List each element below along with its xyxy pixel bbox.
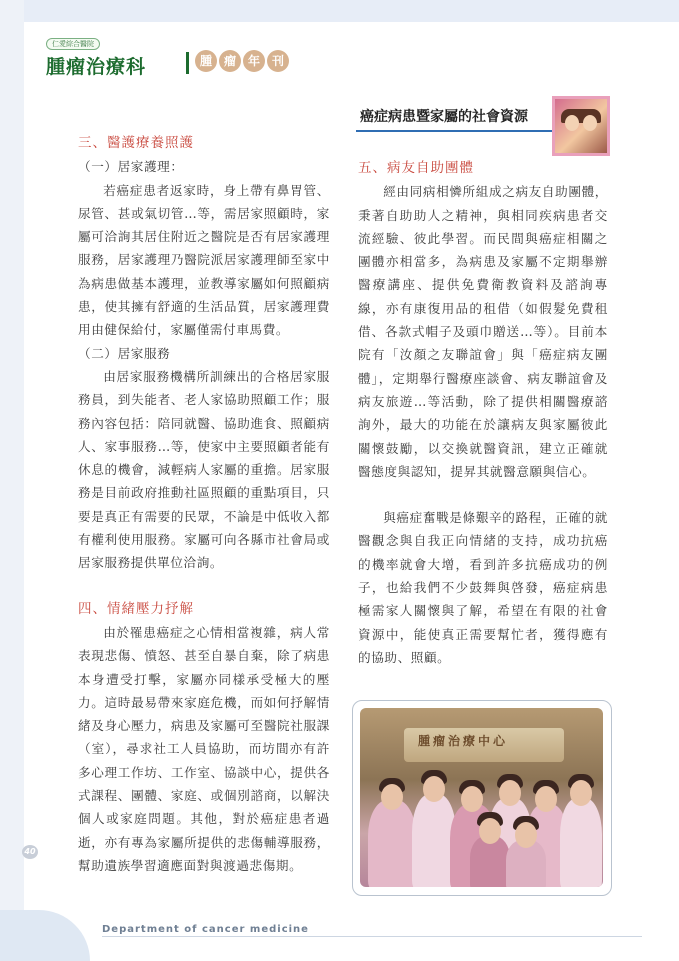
annual-char: 刊 bbox=[267, 50, 289, 72]
person-head bbox=[570, 780, 592, 806]
paragraph-home-service: 由居家服務機構所訓練出的合格居家服務員，到失能者、老人家協助照顧工作；服務內容包括：陪同就醫、協助進食、照顧病人、家事服務…等，使家中主要照顧者能有休息的機會，減輕病人家屬的重擔。居家服務是目前政府推動社區照顧的重點項目，只要是真正有需要的民眾，不論是中低收入都有權利使用服務。家屬可向各縣市社會局或居家服務提供單位洽詢。 bbox=[78, 368, 330, 571]
department-title: 腫瘤治療科 bbox=[46, 56, 147, 78]
person-head bbox=[479, 818, 501, 844]
footer-department: Department of cancer medicine bbox=[102, 924, 309, 935]
annual-char: 年 bbox=[243, 50, 265, 72]
paragraph-home-nursing: 若癌症患者返家時，身上帶有鼻胃管、尿管、甚或氣切管…等，需居家照顧時，家屬可洽詢其居住附近之醫院是否有居家護理服務，居家護理乃醫院派居家護理師至家中為病患做基本護理，並教導家屬如何照顧病患，使其擁有舒適的生活品質，居家護理費用由健保給付，家屬僅需付車馬費。 bbox=[78, 182, 330, 338]
person bbox=[368, 800, 416, 887]
group-photo bbox=[360, 708, 603, 887]
annual-char: 瘤 bbox=[219, 50, 241, 72]
annual-badge bbox=[195, 50, 289, 72]
article-header bbox=[352, 96, 652, 154]
left-margin-band bbox=[0, 0, 24, 961]
paragraph-emotional-relief: 由於罹患癌症之心情相當複雜，病人常表現悲傷、憤怒、甚至自暴自棄，除了病患本身遭受打擊，家屬亦同樣承受極大的壓力。這時最易帶來家庭危機，而如何抒解情緒及身心壓力，病患及家屬可至醫院社服課（室），尋求社工人員協助，而坊間亦有許多心理工作坊、工作室、協談中心，提供各式課程、團體、家庭、或個別諮商，以解決個人或家庭問題。其他，對於癌症患者過逝，亦有專為家屬所提供的悲傷輔導服務，幫助遺族學習適應面對與渡過悲傷期。 bbox=[78, 624, 330, 873]
annual-char: 腫 bbox=[195, 50, 217, 72]
paragraph-support-groups: 經由同病相憐所組成之病友自助團體，秉著自助助人之精神，與相同疾病患者交流經驗、彼此學習。而民間與癌症相關之團體亦相當多，為病患及家屬不定期舉辦醫療講座、提供免費衛教資料及諮詢專線，亦有康復用品的租借（如假髮免費租借、各款式帽子及頭巾贈送…等）。目前本院有「汝顏之友聯誼會」與「癌症病友團體」，定期舉行醫療座談會、病友聯誼會及病友旅遊…等活動，除了提供相關醫療諮詢外，最大的功能在於讓病友與家屬彼此關懷鼓勵，以交換就醫資訊，建立正確就醫態度與認知，提昇其就醫意願與信心。 bbox=[358, 184, 608, 479]
group-photo-frame bbox=[352, 700, 612, 896]
footer-corner-band bbox=[0, 910, 90, 961]
page-number: 40 bbox=[22, 845, 38, 859]
person-head bbox=[381, 784, 403, 810]
section-heading-4: 四、情緒壓力抒解 bbox=[78, 600, 194, 617]
person bbox=[560, 798, 602, 887]
section-heading-5: 五、病友自助團體 bbox=[358, 160, 474, 176]
subheading-home-service: （二）居家服務 bbox=[78, 345, 171, 361]
person-head bbox=[515, 822, 537, 848]
masthead-divider bbox=[186, 52, 189, 74]
person-head bbox=[499, 780, 521, 806]
masthead bbox=[40, 32, 300, 84]
section-heading-3: 三、醫護療養照護 bbox=[78, 135, 194, 151]
person-head bbox=[535, 786, 557, 812]
center-sign-text: 腫瘤治療中心 bbox=[418, 734, 509, 748]
right-column bbox=[358, 157, 608, 669]
person-head bbox=[423, 776, 445, 802]
paragraph-conclusion: 與癌症奮戰是條艱辛的路程，正確的就醫觀念與自我正向情緒的支持，成功抗癌的機率就會大增，看到許多抗癌成功的例子，也給我們不少鼓舞與啓發，癌症病患極需家人關懷與了解，希望在有限的社會資源中，能使真正需要幫忙者，獲得應有的協助、照顧。 bbox=[358, 510, 608, 665]
hospital-name: 仁愛綜合醫院 bbox=[46, 38, 100, 50]
person-head bbox=[461, 786, 483, 812]
subheading-home-nursing: （一）居家護理： bbox=[78, 159, 184, 175]
left-column bbox=[78, 132, 330, 877]
title-thumbnail-photo bbox=[552, 96, 610, 156]
article-title: 癌症病患暨家屬的社會資源 bbox=[360, 109, 528, 125]
footer-rule bbox=[102, 936, 642, 937]
title-underline bbox=[356, 130, 558, 132]
